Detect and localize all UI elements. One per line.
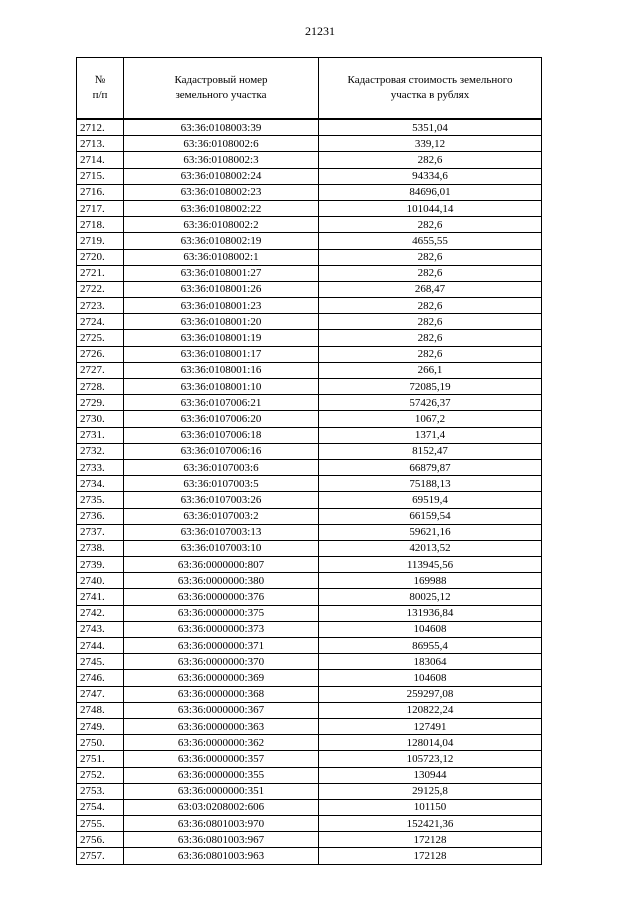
row-number: 2728. [77, 379, 124, 395]
table-row [77, 476, 542, 492]
row-number: 2733. [77, 459, 124, 475]
cadastral-value: 282,6 [319, 152, 542, 168]
table-row [77, 848, 542, 864]
row-number: 2725. [77, 330, 124, 346]
cadastral-value: 8152,47 [319, 443, 542, 459]
cadastral-value: 282,6 [319, 346, 542, 362]
cadastral-number: 63:36:0000000:363 [124, 718, 319, 734]
row-number: 2752. [77, 767, 124, 783]
row-number: 2741. [77, 589, 124, 605]
table-row [77, 362, 542, 378]
cadastral-number: 63:36:0108001:19 [124, 330, 319, 346]
row-number: 2743. [77, 621, 124, 637]
row-number: 2742. [77, 605, 124, 621]
table-row [77, 735, 542, 751]
header-cadastral-number-label: Кадастровый номер земельного участка [174, 74, 268, 101]
cadastral-number: 63:36:0108002:19 [124, 233, 319, 249]
row-number: 2722. [77, 281, 124, 297]
cadastral-number: 63:36:0108001:27 [124, 265, 319, 281]
cadastral-number: 63:36:0000000:371 [124, 638, 319, 654]
row-number: 2746. [77, 670, 124, 686]
cadastral-number: 63:36:0107006:18 [124, 427, 319, 443]
cadastral-value: 1371,4 [319, 427, 542, 443]
table-row [77, 427, 542, 443]
cadastral-value: 5351,04 [319, 119, 542, 136]
cadastral-value: 101150 [319, 799, 542, 815]
cadastral-value: 172128 [319, 832, 542, 848]
cadastral-value: 75188,13 [319, 476, 542, 492]
table-row [77, 459, 542, 475]
cadastral-number: 63:36:0108001:26 [124, 281, 319, 297]
cadastral-value: 101044,14 [319, 200, 542, 216]
table-row [77, 233, 542, 249]
cadastral-value: 29125,8 [319, 783, 542, 799]
cadastral-number: 63:36:0000000:373 [124, 621, 319, 637]
table-row [77, 816, 542, 832]
cadastral-value: 152421,36 [319, 816, 542, 832]
cadastral-number: 63:36:0107006:20 [124, 411, 319, 427]
cadastral-value: 259297,08 [319, 686, 542, 702]
cadastral-number: 63:36:0108002:23 [124, 184, 319, 200]
cadastral-value: 172128 [319, 848, 542, 864]
cadastral-number: 63:36:0108002:2 [124, 217, 319, 233]
table-body [77, 119, 542, 864]
table-row [77, 265, 542, 281]
row-number: 2723. [77, 298, 124, 314]
cadastral-value: 59621,16 [319, 524, 542, 540]
cadastral-number: 63:36:0107003:26 [124, 492, 319, 508]
table-row [77, 573, 542, 589]
row-number: 2744. [77, 638, 124, 654]
cadastral-value: 169988 [319, 573, 542, 589]
cadastral-number: 63:36:0107003:6 [124, 459, 319, 475]
table-row [77, 832, 542, 848]
row-number: 2747. [77, 686, 124, 702]
table-row [77, 654, 542, 670]
row-number: 2729. [77, 395, 124, 411]
table-row [77, 200, 542, 216]
cadastral-value: 339,12 [319, 136, 542, 152]
row-number: 2717. [77, 200, 124, 216]
cadastral-value: 282,6 [319, 330, 542, 346]
row-number: 2754. [77, 799, 124, 815]
cadastral-number: 63:36:0000000:369 [124, 670, 319, 686]
cadastral-number: 63:36:0000000:807 [124, 557, 319, 573]
cadastral-value: 130944 [319, 767, 542, 783]
row-number: 2751. [77, 751, 124, 767]
table-header [77, 58, 542, 120]
cadastral-number: 63:36:0000000:357 [124, 751, 319, 767]
cadastral-number: 63:36:0000000:375 [124, 605, 319, 621]
row-number: 2719. [77, 233, 124, 249]
row-number: 2753. [77, 783, 124, 799]
cadastral-value: 80025,12 [319, 589, 542, 605]
cadastral-value: 42013,52 [319, 540, 542, 556]
table-row [77, 718, 542, 734]
row-number: 2740. [77, 573, 124, 589]
table-row [77, 395, 542, 411]
cadastral-value: 282,6 [319, 217, 542, 233]
cadastral-number: 63:36:0000000:368 [124, 686, 319, 702]
row-number: 2730. [77, 411, 124, 427]
row-number: 2724. [77, 314, 124, 330]
table-row [77, 168, 542, 184]
table-row [77, 314, 542, 330]
table-row [77, 249, 542, 265]
cadastral-number: 63:36:0000000:380 [124, 573, 319, 589]
cadastral-value: 131936,84 [319, 605, 542, 621]
cadastral-number: 63:36:0108001:23 [124, 298, 319, 314]
table-row [77, 702, 542, 718]
header-cadastral-number [124, 58, 319, 120]
cadastral-number: 63:36:0108001:10 [124, 379, 319, 395]
cadastral-value: 128014,04 [319, 735, 542, 751]
cadastral-number: 63:36:0108002:24 [124, 168, 319, 184]
cadastral-number: 63:36:0000000:351 [124, 783, 319, 799]
table-row [77, 492, 542, 508]
cadastral-value: 104608 [319, 621, 542, 637]
row-number: 2731. [77, 427, 124, 443]
table-row [77, 783, 542, 799]
table-row [77, 524, 542, 540]
cadastral-value: 120822,24 [319, 702, 542, 718]
row-number: 2713. [77, 136, 124, 152]
cadastral-number: 63:36:0108002:1 [124, 249, 319, 265]
cadastral-value: 94334,6 [319, 168, 542, 184]
header-number [77, 58, 124, 120]
cadastral-number: 63:36:0000000:362 [124, 735, 319, 751]
row-number: 2736. [77, 508, 124, 524]
table-row [77, 152, 542, 168]
cadastral-value: 72085,19 [319, 379, 542, 395]
cadastral-number: 63:36:0801003:967 [124, 832, 319, 848]
cadastral-number: 63:36:0108001:20 [124, 314, 319, 330]
cadastral-value: 282,6 [319, 314, 542, 330]
row-number: 2714. [77, 152, 124, 168]
row-number: 2755. [77, 816, 124, 832]
table-row [77, 330, 542, 346]
table-row [77, 136, 542, 152]
cadastral-value: 4655,55 [319, 233, 542, 249]
cadastral-number: 63:36:0108002:22 [124, 200, 319, 216]
row-number: 2721. [77, 265, 124, 281]
row-number: 2756. [77, 832, 124, 848]
cadastral-value: 104608 [319, 670, 542, 686]
cadastral-value: 113945,56 [319, 557, 542, 573]
row-number: 2739. [77, 557, 124, 573]
table-row [77, 557, 542, 573]
cadastral-number: 63:36:0107003:5 [124, 476, 319, 492]
cadastral-value: 282,6 [319, 298, 542, 314]
table-row [77, 508, 542, 524]
row-number: 2726. [77, 346, 124, 362]
cadastral-number: 63:36:0000000:376 [124, 589, 319, 605]
row-number: 2745. [77, 654, 124, 670]
table-row [77, 799, 542, 815]
row-number: 2734. [77, 476, 124, 492]
cadastral-value: 105723,12 [319, 751, 542, 767]
cadastral-number: 63:36:0107003:2 [124, 508, 319, 524]
cadastral-number: 63:36:0107003:10 [124, 540, 319, 556]
cadastral-value: 86955,4 [319, 638, 542, 654]
cadastral-value: 66159,54 [319, 508, 542, 524]
table-row [77, 621, 542, 637]
cadastral-number: 63:36:0107003:13 [124, 524, 319, 540]
table-row [77, 443, 542, 459]
table-row [77, 411, 542, 427]
table-row [77, 540, 542, 556]
table-row [77, 119, 542, 136]
cadastral-value: 57426,37 [319, 395, 542, 411]
row-number: 2718. [77, 217, 124, 233]
table-row [77, 751, 542, 767]
row-number: 2715. [77, 168, 124, 184]
cadastral-number: 63:36:0108002:3 [124, 152, 319, 168]
table-row [77, 217, 542, 233]
cadastral-number: 63:36:0000000:355 [124, 767, 319, 783]
cadastral-number: 63:03:0208002:606 [124, 799, 319, 815]
cadastral-number: 63:36:0108001:17 [124, 346, 319, 362]
row-number: 2748. [77, 702, 124, 718]
row-number: 2749. [77, 718, 124, 734]
cadastral-value: 69519,4 [319, 492, 542, 508]
cadastral-number: 63:36:0108001:16 [124, 362, 319, 378]
cadastral-number: 63:36:0000000:370 [124, 654, 319, 670]
row-number: 2737. [77, 524, 124, 540]
cadastral-value-table [76, 57, 542, 865]
cadastral-value: 66879,87 [319, 459, 542, 475]
row-number: 2750. [77, 735, 124, 751]
table-row [77, 638, 542, 654]
cadastral-number: 63:36:0801003:963 [124, 848, 319, 864]
row-number: 2732. [77, 443, 124, 459]
cadastral-number: 63:36:0107006:21 [124, 395, 319, 411]
row-number: 2727. [77, 362, 124, 378]
row-number: 2735. [77, 492, 124, 508]
table-row [77, 670, 542, 686]
header-row [77, 58, 542, 120]
page-number: 21231 [305, 24, 335, 38]
cadastral-number: 63:36:0108002:6 [124, 136, 319, 152]
header-number-label: № п/п [92, 74, 108, 101]
table-row [77, 605, 542, 621]
cadastral-value: 183064 [319, 654, 542, 670]
table-row [77, 379, 542, 395]
header-cadastral-value-label: Кадастровая стоимость земельного участка в рублях [347, 74, 513, 101]
cadastral-value: 127491 [319, 718, 542, 734]
cadastral-value: 1067,2 [319, 411, 542, 427]
cadastral-number: 63:36:0000000:367 [124, 702, 319, 718]
row-number: 2757. [77, 848, 124, 864]
row-number: 2716. [77, 184, 124, 200]
cadastral-value: 84696,01 [319, 184, 542, 200]
cadastral-value: 282,6 [319, 249, 542, 265]
cadastral-value: 268,47 [319, 281, 542, 297]
row-number: 2712. [77, 119, 124, 136]
table-row [77, 298, 542, 314]
table-row [77, 184, 542, 200]
cadastral-value: 266,1 [319, 362, 542, 378]
table-row [77, 281, 542, 297]
table-row [77, 767, 542, 783]
table-row [77, 346, 542, 362]
cadastral-number: 63:36:0107006:16 [124, 443, 319, 459]
row-number: 2720. [77, 249, 124, 265]
cadastral-value: 282,6 [319, 265, 542, 281]
row-number: 2738. [77, 540, 124, 556]
header-cadastral-value [319, 58, 542, 120]
cadastral-number: 63:36:0108003:39 [124, 119, 319, 136]
table-row [77, 589, 542, 605]
table-row [77, 686, 542, 702]
cadastral-number: 63:36:0801003:970 [124, 816, 319, 832]
